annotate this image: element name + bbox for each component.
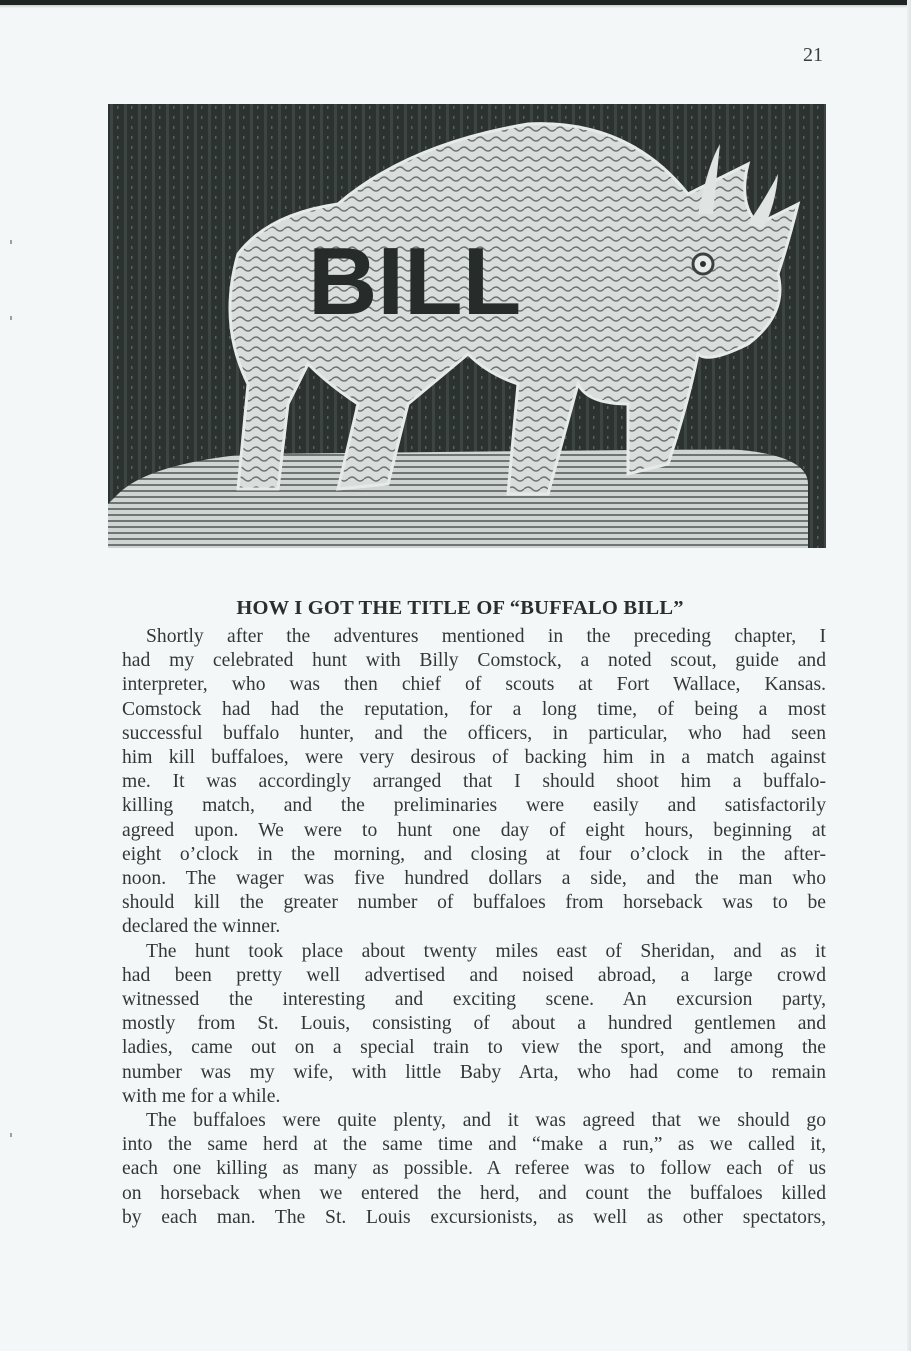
text-line: successful buffalo hunter, and the officers, in particular, who had seen [122,722,826,744]
text-line: agreed upon. We were to hunt one day of eight hours, beginning at [122,819,826,841]
text-line: Shortly after the adventures mentioned in the preceding chapter, I [146,626,826,647]
text-line: had my celebrated hunt with Billy Comstock, a noted scout, guide and [122,650,826,672]
page-right-edge [907,0,911,1351]
text-line: him kill buffaloes, were very desirous of backing him in a match against [122,747,826,769]
margin-speck [10,240,12,244]
text-line: killing match, and the preliminaries were easily and satisfactorily [122,795,826,817]
chapter-body [122,625,826,1230]
margin-speck [10,316,12,320]
text-line: each one killing as many as possible. A referee was to follow each of us [122,1158,826,1180]
page-number: 21 [803,44,823,66]
margin-speck [10,1133,12,1137]
text-line: with me for a while. [122,1085,281,1107]
text-line: The hunt took place about twenty miles east of Sheridan, and as it [146,940,826,962]
text-line: declared the winner. [122,916,281,938]
chapter-title: HOW I GOT THE TITLE OF “BUFFALO BILL” [236,597,684,619]
text-line: eight o’clock in the morning, and closing at four o’clock in the after- [122,843,826,865]
text-line: into the same herd at the same time and “make a run,” as we called it, [122,1134,826,1156]
text-line: ladies, came out on a special train to view the sport, and among the [122,1037,826,1059]
text-line: number was my wife, with little Baby Arta, who had come to remain [122,1061,826,1083]
text-line: witnessed the interesting and exciting scene. An excursion party, [122,989,826,1011]
text-line: by each man. The St. Louis excursionists, as well as other spectators, [122,1206,826,1228]
buffalo-woodcut-icon [108,104,826,548]
text-line: mostly from St. Louis, consisting of about a hundred gentlemen and [122,1013,826,1035]
buffalo-illustration [108,104,826,548]
text-line: me. It was accordingly arranged that I should shoot him a buffalo- [122,771,826,793]
text-line: noon. The wager was five hundred dollars a side, and the man who [122,868,826,890]
text-line: interpreter, who was then chief of scouts at Fort Wallace, Kansas. [122,674,826,696]
text-line: The buffaloes were quite plenty, and it was agreed that we should go [146,1110,826,1132]
text-line: should kill the greater number of buffaloes from horseback was to be [122,892,826,914]
text-line: Comstock had had the reputation, for a long time, of being a most [122,698,826,720]
text-line: had been pretty well advertised and noised abroad, a large crowd [122,964,826,986]
text-line: on horseback when we entered the herd, and count the buffaloes killed [122,1182,826,1204]
svg-text:BILL: BILL [308,228,522,335]
page-top-shadow [0,5,911,8]
